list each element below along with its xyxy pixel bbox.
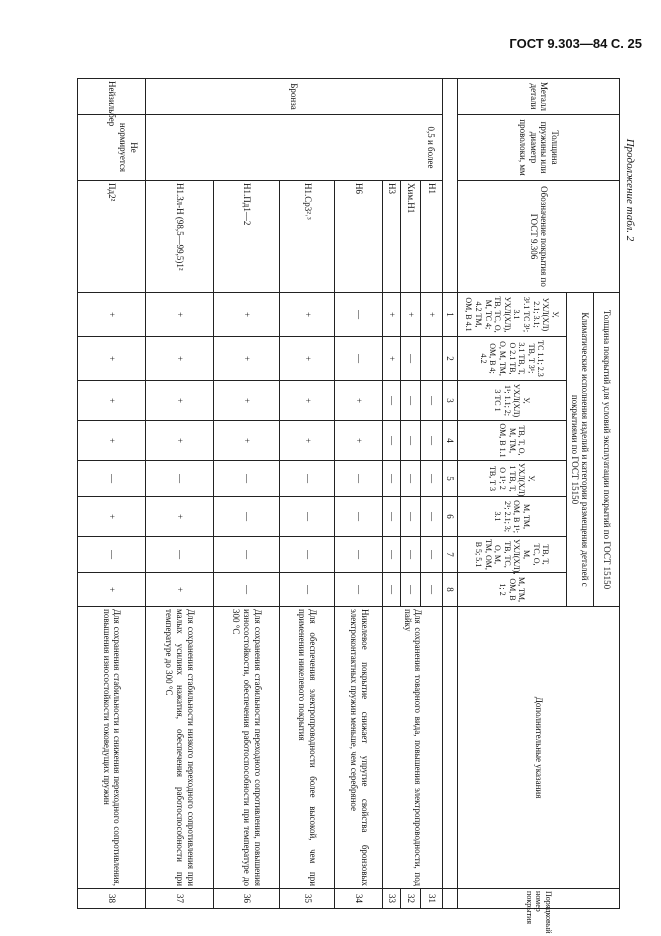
value-cell: — — [383, 497, 401, 537]
col-number: 7 — [442, 537, 457, 573]
metal-cell: Нейзильбер — [78, 79, 146, 115]
value-cell: — — [280, 537, 335, 573]
order-cell: 34 — [335, 889, 383, 909]
header-climate-3: У, УХЛ(ХЛ) 1¹; 1.1; 2; 3 ТС 1 — [458, 381, 567, 421]
value-cell: + — [214, 293, 280, 337]
value-cell: — — [335, 537, 383, 573]
table-row — [420, 79, 442, 909]
value-cell: + — [280, 381, 335, 421]
value-cell: — — [335, 573, 383, 607]
value-cell: + — [78, 497, 146, 537]
header-metal: Металл детали — [458, 79, 620, 115]
value-cell: + — [146, 381, 214, 421]
value-cell: — — [78, 537, 146, 573]
value-cell: + — [400, 293, 420, 337]
header-climate-1: У, УХЛ(ХЛ) 2.1; 3.1; 3¹.1 ТС 3¹; 3.1 УХЛ(ХЛ), ТВ, ТС, О, М, ТС 4; 4.2 ТМ, ОМ, В 4.1 — [458, 293, 567, 337]
value-cell: — — [214, 573, 280, 607]
col-number: 3 — [442, 381, 457, 421]
continuation-label: Продолжение табл. 2 — [624, 138, 636, 242]
value-cell: — — [400, 537, 420, 573]
coating-cell: Н6 — [335, 181, 383, 293]
value-cell: + — [146, 421, 214, 461]
value-cell: — — [400, 461, 420, 497]
col-number: 8 — [442, 573, 457, 607]
value-cell: + — [78, 337, 146, 381]
value-cell: — — [400, 573, 420, 607]
order-cell: 38 — [78, 889, 146, 909]
coating-cell: Н1.Ср3²˒³ — [280, 181, 335, 293]
value-cell: + — [146, 573, 214, 607]
value-cell: + — [335, 381, 383, 421]
value-cell: + — [78, 421, 146, 461]
value-cell: — — [214, 497, 280, 537]
header-climate-2: ТС 1.1; 2.3 ТВ, Т 3¹; 3.1 ТВ, Т, О 2.1 ТВ, О, М, ТМ, ОМ, В 4; 4.2 — [458, 337, 567, 381]
table-row — [146, 79, 214, 909]
value-cell: + — [280, 293, 335, 337]
coating-cell: Н1.Зл-Н (98,5—99,5)1² — [146, 181, 214, 293]
coating-cell: Н1 — [420, 181, 442, 293]
value-cell: + — [214, 421, 280, 461]
thickness-cell: Не нормируется — [78, 115, 146, 181]
value-cell: + — [280, 337, 335, 381]
value-cell: + — [78, 381, 146, 421]
value-cell: — — [420, 421, 442, 461]
order-cell: 33 — [383, 889, 401, 909]
value-cell: + — [146, 337, 214, 381]
header-notes: Дополнительные указания — [458, 607, 620, 889]
value-cell: — — [335, 497, 383, 537]
value-cell: + — [146, 497, 214, 537]
coating-cell: Н3 — [383, 181, 401, 293]
value-cell: — — [214, 461, 280, 497]
value-cell: — — [335, 337, 383, 381]
value-cell: — — [383, 421, 401, 461]
value-cell: — — [420, 573, 442, 607]
value-cell: — — [335, 461, 383, 497]
order-cell: 32 — [400, 889, 420, 909]
thickness-cell: 0,5 и более — [146, 115, 442, 181]
header-climate-4: ТВ, Т, О, М, ТМ, ОМ, В 1.1 — [458, 421, 567, 461]
note-cell: Для сохранения стабильности переходного сопротивления, повышения износостойкости, обеспечения работоспособности при температуре до 300 °С — [214, 607, 280, 889]
value-cell: — — [420, 461, 442, 497]
value-cell: — — [400, 337, 420, 381]
header-climate-7: ТВ, Т, ТС, О, М, УХЛ(ХЛ), ТВ, ТС, О, М, ТМ, ОМ, В 5; 5.1 — [458, 537, 567, 573]
value-cell: + — [78, 573, 146, 607]
metal-cell: Бронза — [146, 79, 442, 115]
value-cell: — — [335, 293, 383, 337]
value-cell: + — [214, 337, 280, 381]
page-header: ГОСТ 9.303—84 С. 25 — [509, 36, 642, 51]
table-row — [214, 79, 280, 909]
order-cell: 37 — [146, 889, 214, 909]
coatings-table — [77, 78, 620, 934]
note-cell: Для сохранения товарного вида, повышения электропроводности, под пайку — [383, 607, 442, 889]
table-row — [78, 79, 146, 909]
value-cell: — — [400, 381, 420, 421]
value-cell: — — [420, 537, 442, 573]
value-cell: — — [400, 497, 420, 537]
header-climate-6: М, ТМ, ОМ, В 1¹; 2¹; 2.1; 3; 3.1 — [458, 497, 567, 537]
value-cell: — — [383, 381, 401, 421]
value-cell: — — [146, 537, 214, 573]
value-cell: — — [383, 537, 401, 573]
table-row — [335, 79, 383, 909]
value-cell: + — [383, 337, 401, 381]
value-cell: + — [78, 293, 146, 337]
coating-cell: Хим.Н1 — [400, 181, 420, 293]
value-cell: — — [420, 381, 442, 421]
header-designation: Обозначение покрытия по ГОСТ 9.306 — [458, 181, 620, 293]
value-cell: — — [280, 461, 335, 497]
order-cell: 31 — [420, 889, 442, 909]
note-cell: Для обеспечения электропроводности более высокой, чем при применении никелевого покрытия — [280, 607, 335, 889]
value-cell: — — [280, 497, 335, 537]
value-cell: — — [400, 421, 420, 461]
col-number: 4 — [442, 421, 457, 461]
value-cell: — — [78, 461, 146, 497]
value-cell: — — [146, 461, 214, 497]
header-group: Толщина покрытий для условий эксплуатации покрытий по ГОСТ 15150 — [593, 293, 619, 607]
value-cell: + — [383, 293, 401, 337]
col-number: 6 — [442, 497, 457, 537]
order-cell: 35 — [280, 889, 335, 909]
header-filler — [442, 889, 457, 909]
table-row — [280, 79, 335, 909]
value-cell: — — [420, 497, 442, 537]
value-cell: + — [280, 421, 335, 461]
value-cell: + — [335, 421, 383, 461]
header-order: Порядковый номер покрытия — [458, 889, 620, 909]
value-cell — [420, 337, 442, 381]
header-climate-5: У, УХЛ(ХЛ) 1 ТВ, Т, О 1¹; 2 ТВ, Т 3 — [458, 461, 567, 497]
note-cell: Для сохранения стабильности низкого переходного сопротивления при малых усилиях нажатия, обеспечения работоспособности при температуре до 300 °С — [146, 607, 214, 889]
coating-cell: Пд2² — [78, 181, 146, 293]
col-number: 5 — [442, 461, 457, 497]
note-cell: Никелевое покрытие снижает упругие свойства бронзовых электроконтактных пружин меньше, чем серебряное — [335, 607, 383, 889]
coating-cell: Н1.Пд1—2 — [214, 181, 280, 293]
header-filler — [442, 79, 457, 293]
value-cell: — — [280, 573, 335, 607]
table-wrapper — [77, 78, 620, 934]
value-cell: + — [214, 381, 280, 421]
header-filler — [442, 607, 457, 889]
value-cell: — — [383, 573, 401, 607]
order-cell: 36 — [214, 889, 280, 909]
value-cell: — — [383, 461, 401, 497]
col-number: 1 — [442, 293, 457, 337]
value-cell: + — [420, 293, 442, 337]
header-subgroup: Климатические исполнения изделий и категории размещения деталей с покрытиями по ГОСТ 15150 — [566, 293, 593, 607]
note-cell: Для сохранения стабильности и снижения переходного сопротивления, повышения износостойкости токоведущих пружин — [78, 607, 146, 889]
header-thickness: Толщина пружины или диаметр проволоки, мм — [458, 115, 620, 181]
value-cell: + — [146, 293, 214, 337]
col-number: 2 — [442, 337, 457, 381]
header-climate-8: М, ТМ, ОМ, В 1; 2 — [458, 573, 567, 607]
value-cell: — — [214, 537, 280, 573]
